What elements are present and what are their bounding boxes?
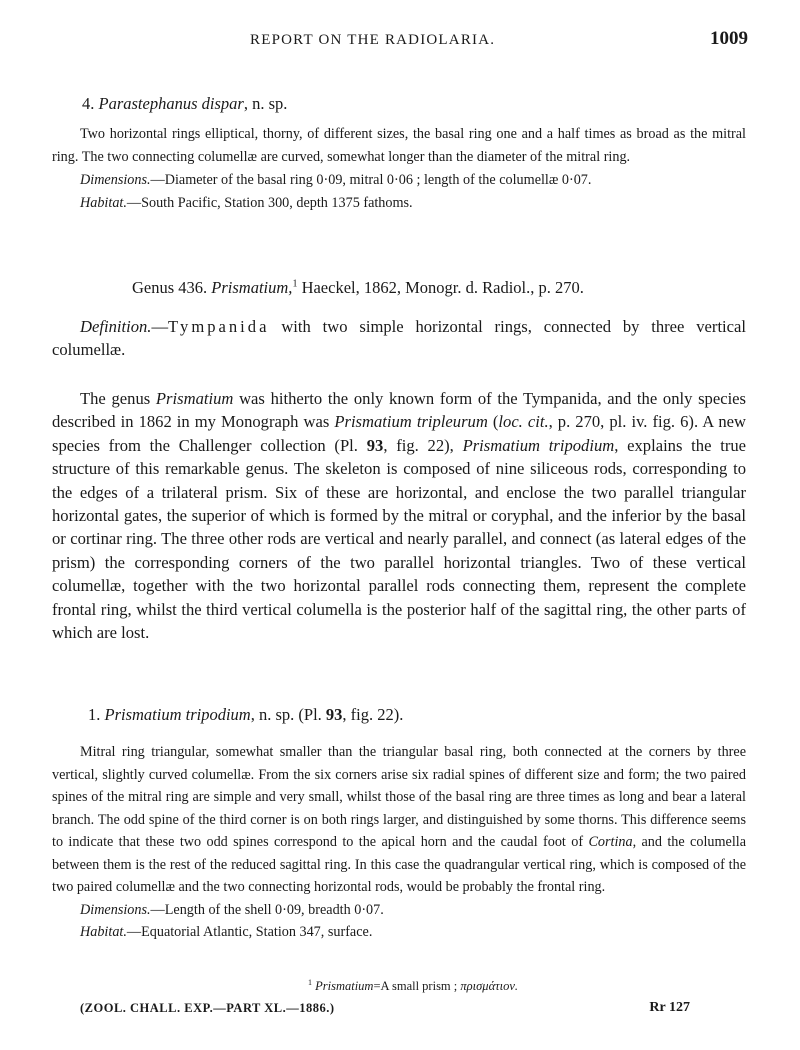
species-4-dimensions [52,169,746,192]
discussion-species-tripleurum: Prismatium tripleurum [334,412,488,432]
species-1-d1: Mitral ring triangular, somewhat smaller than the triangular basal ring, both connected at the corners by three vertical, slightly curved columellæ. From the six corners arise six radial spines of different size and form; the two paired spines of the mitral ring are simple and very small, whilst those of the basal ring are three times as long and bear a lateral branch. The odd spine of the third corner is on both rings larger, and distinguished by some thorns. This difference seems to indicate that these two odd spines correspond to the apical horn and the caudal foot of [52,744,746,850]
species-1-dimensions [52,899,746,922]
page-header [0,28,800,56]
species-4-description: Two horizontal rings elliptical, thorny, of different sizes, the basal ring one and a half times as broad as the mitral ring. The two connecting columellæ are curved, somewhat longer than the diameter of the mitral ring. [52,126,746,165]
species-4-number: 4. [82,94,95,113]
species-1-cortina: Cortina [588,834,633,850]
dimensions-text: —Length of the shell 0·09, breadth 0·07. [150,901,384,918]
discussion-t1: The genus [80,389,151,408]
genus-citation: Haeckel, 1862, Monogr. d. Radiol., p. 270. [301,278,584,297]
habitat-label: Habitat. [80,195,127,211]
definition-dash: — [151,317,169,336]
definition-text: with two simple horizontal rings, connected by three vertical columellæ. [52,317,746,360]
discussion-species-tripodium: Prismatium tripodium [462,435,615,455]
definition-group: Tympanida [168,317,270,336]
species-4-block [52,123,746,215]
genus-discussion [52,387,746,644]
footnote-greek: πρισμάτιον. [460,979,518,994]
footer-signature: Rr 127 [649,1000,690,1015]
discussion-t3: ( [492,412,499,432]
dimensions-text: —Diameter of the basal ring 0·09, mitral 0·06 ; length of the columellæ 0·07. [150,172,592,188]
genus-name: Prismatium, [211,278,293,297]
species-4-heading [82,94,287,114]
species-1-description [52,741,746,899]
discussion-t2: was hitherto the only known form of the Tympanida, and the only species described in 1862 in my Monograph was [52,389,747,432]
footnote [308,978,518,994]
genus-prefix: Genus 436. [132,278,208,297]
dimensions-label: Dimensions. [80,901,151,918]
discussion-t6: , explains the true structure of this remarkable genus. The skeleton is composed of nine siliceous rods, corresponding to the edges of a trilateral prism. Six of these are horizontal, and enclose the two parallel triangular horizontal gates, the superior of which is formed by the mitral or coryphal, and the inferior by the basal or cortinar ring. The three other rods are vertical and nearly parallel, and connect (as lateral edges of the prism) the corresponding corners of the two parallel horizontal triangles. Two of these vertical columellæ, together with the two horizontal parallel rods connecting them, represent the complete frontal ring, whilst the third vertical columella is the posterior half of the sagittal ring, the other parts of which are lost. [52,435,747,643]
species-4-name: Parastephanus dispar [98,94,244,113]
definition-label: Definition. [80,317,152,336]
discussion-plate: 93 [366,435,384,455]
footnote-mark: 1 [308,978,312,987]
page-number: 1009 [710,28,748,49]
footnote-text: =A small prism ; [373,979,458,994]
genus-footnote-mark: 1 [292,278,298,290]
species-1-habitat [52,921,746,944]
discussion-genus-name: Prismatium [155,389,234,408]
species-4-habitat [52,192,746,215]
dimensions-label: Dimensions. [80,172,151,188]
footnote-term: Prismatium [315,979,374,994]
genus-heading [132,278,584,298]
species-1-name: Prismatium tripodium [104,705,251,724]
discussion-t5: , fig. 22), [383,435,454,455]
species-1-heading [88,705,403,725]
species-1-plate: 93 [325,705,343,724]
footer-series: (ZOOL. CHALL. EXP.—PART XL.—1886.) [80,1001,335,1015]
species-1-block [52,741,746,944]
species-1-d2: , and the columella between them is the rest of the reduced sagittal ring. In this case the quadrangular vertical ring, which is composed of the two paired columellæ and the two connecting horizontal rods, would be probably the frontal ring. [52,834,746,895]
species-1-number: 1. [88,705,101,724]
discussion-loc-cit: loc. cit. [498,412,549,432]
discussion-t4: , p. 270, pl. iv. fig. 6). A new species from the Challenger collection (Pl. [52,412,746,455]
habitat-label: Habitat. [80,924,127,940]
running-head: REPORT ON THE RADIOLARIA. [250,32,496,48]
species-1-t1: , n. sp. (Pl. [250,705,322,724]
genus-definition [52,315,746,361]
species-4-suffix: , n. sp. [243,94,288,113]
habitat-text: —Equatorial Atlantic, Station 347, surface. [126,924,373,940]
habitat-text: —South Pacific, Station 300, depth 1375 fathoms. [126,195,413,211]
species-1-t2: , fig. 22). [342,705,404,724]
